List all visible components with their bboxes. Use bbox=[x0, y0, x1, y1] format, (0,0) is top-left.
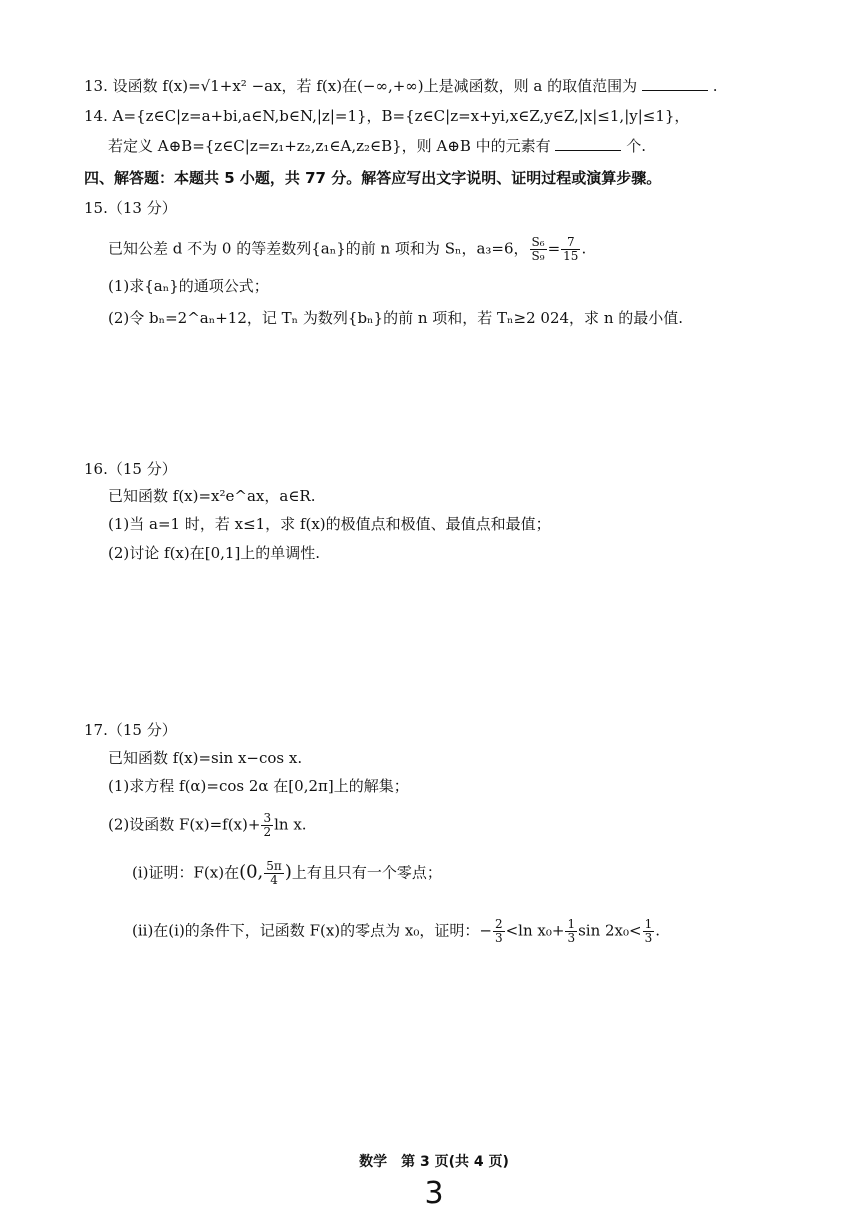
q15-frac2-denominator: 15 bbox=[563, 249, 579, 263]
question-15-stem bbox=[108, 236, 586, 263]
q17-ii-num3: 1 bbox=[644, 917, 653, 931]
question-16-header: 16.（15 分） bbox=[84, 460, 177, 478]
q15-stem-text: 已知公差 d 不为 0 的等差数列{aₙ}的前 n 项和为 Sₙ，a₃=6， bbox=[108, 239, 529, 258]
q17-p2-numerator: 3 bbox=[263, 811, 272, 825]
q15-fraction-s6-s9 bbox=[530, 236, 547, 263]
q17-ii-den3: 3 bbox=[644, 931, 653, 945]
question-14-line2 bbox=[108, 134, 646, 158]
q15-frac2-numerator: 7 bbox=[561, 236, 580, 250]
question-14-line1: 14. A={z∈C|z=a+bi,a∈N,b∈N,|z|=1}，B={z∈C|z=x+yi,x∈Z,y∈Z,|x|≤1,|y|≤1}， bbox=[84, 107, 690, 125]
q15-fraction-7-15 bbox=[561, 236, 580, 263]
question-13 bbox=[84, 74, 717, 98]
question-15-part-1: (1)求{aₙ}的通项公式； bbox=[108, 277, 269, 295]
q17-ii-mid: <ln x₀+ bbox=[505, 921, 565, 940]
q17-ii-num2: 1 bbox=[567, 917, 576, 931]
q17-p2-ln: ln x. bbox=[274, 815, 307, 834]
q17-i-open-paren: (0, bbox=[239, 861, 264, 883]
q17-ii-sin: sin 2x₀< bbox=[578, 921, 642, 940]
q14-answer-blank bbox=[555, 134, 621, 151]
page-number: 3 bbox=[424, 1176, 444, 1211]
q17-p2-denominator: 2 bbox=[263, 825, 272, 839]
q17-i-numerator: 5π bbox=[266, 859, 282, 873]
question-17-stem: 已知函数 f(x)=sin x−cos x. bbox=[108, 749, 303, 767]
question-17-part-i bbox=[132, 860, 442, 887]
q15-frac1-numerator: S₆ bbox=[531, 235, 545, 249]
q13-end: . bbox=[712, 77, 718, 95]
q17-i-denominator: 4 bbox=[270, 873, 278, 887]
q13-answer-blank bbox=[642, 74, 708, 91]
q17-fraction-3-2 bbox=[261, 812, 273, 839]
q15-stem-end: . bbox=[581, 239, 587, 258]
question-16-stem: 已知函数 f(x)=x²e^ax，a∈R. bbox=[108, 487, 316, 505]
q17-p2-text: (2)设函数 F(x)=f(x)+ bbox=[108, 815, 261, 834]
q17-i-text: (i)证明：F(x)在 bbox=[132, 863, 240, 882]
q17-ii-num1: 2 bbox=[494, 917, 503, 931]
q13-text: 13. 设函数 f(x)=√1+x² −ax，若 f(x)在(−∞,+∞)上是减函数，则 a 的取值范围为 bbox=[84, 77, 638, 95]
question-17-part-2 bbox=[108, 812, 307, 839]
question-16-part-1: (1)当 a=1 时，若 x≤1，求 f(x)的极值点和极值、最值点和最值； bbox=[108, 515, 551, 533]
q17-ii-den2: 3 bbox=[567, 931, 576, 945]
q17-ii-fraction-1-3-a bbox=[565, 918, 577, 945]
question-15-part-2: (2)令 bₙ=2^aₙ+12，记 Tₙ 为数列{bₙ}的前 n 项和，若 Tₙ≥2 024，求 n 的最小值. bbox=[108, 309, 684, 327]
q17-fraction-5pi-4 bbox=[264, 860, 284, 887]
question-16-part-2: (2)讨论 f(x)在[0,1]上的单调性. bbox=[108, 544, 321, 562]
page-footer: 数学 第 3 页(共 4 页) bbox=[359, 1154, 509, 1170]
question-17-part-ii bbox=[132, 918, 660, 945]
q17-ii-end: . bbox=[655, 921, 661, 940]
q17-i-close-paren: ) bbox=[284, 861, 292, 883]
q17-ii-den1: 3 bbox=[494, 931, 503, 945]
question-17-part-1: (1)求方程 f(α)=cos 2α 在[0,2π]上的解集； bbox=[108, 777, 409, 795]
q17-ii-fraction-1-3-b bbox=[643, 918, 655, 945]
q17-ii-text: (ii)在(i)的条件下，记函数 F(x)的零点为 x₀，证明：− bbox=[132, 921, 492, 940]
question-17-header: 17.（15 分） bbox=[84, 721, 177, 739]
q15-frac1-denominator: S₉ bbox=[531, 249, 545, 263]
q17-i-end: 上有且只有一个零点； bbox=[291, 863, 442, 882]
q14-end: 个. bbox=[626, 137, 646, 155]
q15-equals: = bbox=[547, 239, 561, 258]
q14-text: 若定义 A⊕B={z∈C|z=z₁+z₂,z₁∈A,z₂∈B}，则 A⊕B 中的元素有 bbox=[108, 137, 551, 155]
q17-ii-fraction-2-3 bbox=[493, 918, 505, 945]
question-15-header: 15.（13 分） bbox=[84, 199, 177, 217]
section-4-heading: 四、解答题：本题共 5 小题，共 77 分。解答应写出文字说明、证明过程或演算步骤。 bbox=[84, 169, 662, 187]
